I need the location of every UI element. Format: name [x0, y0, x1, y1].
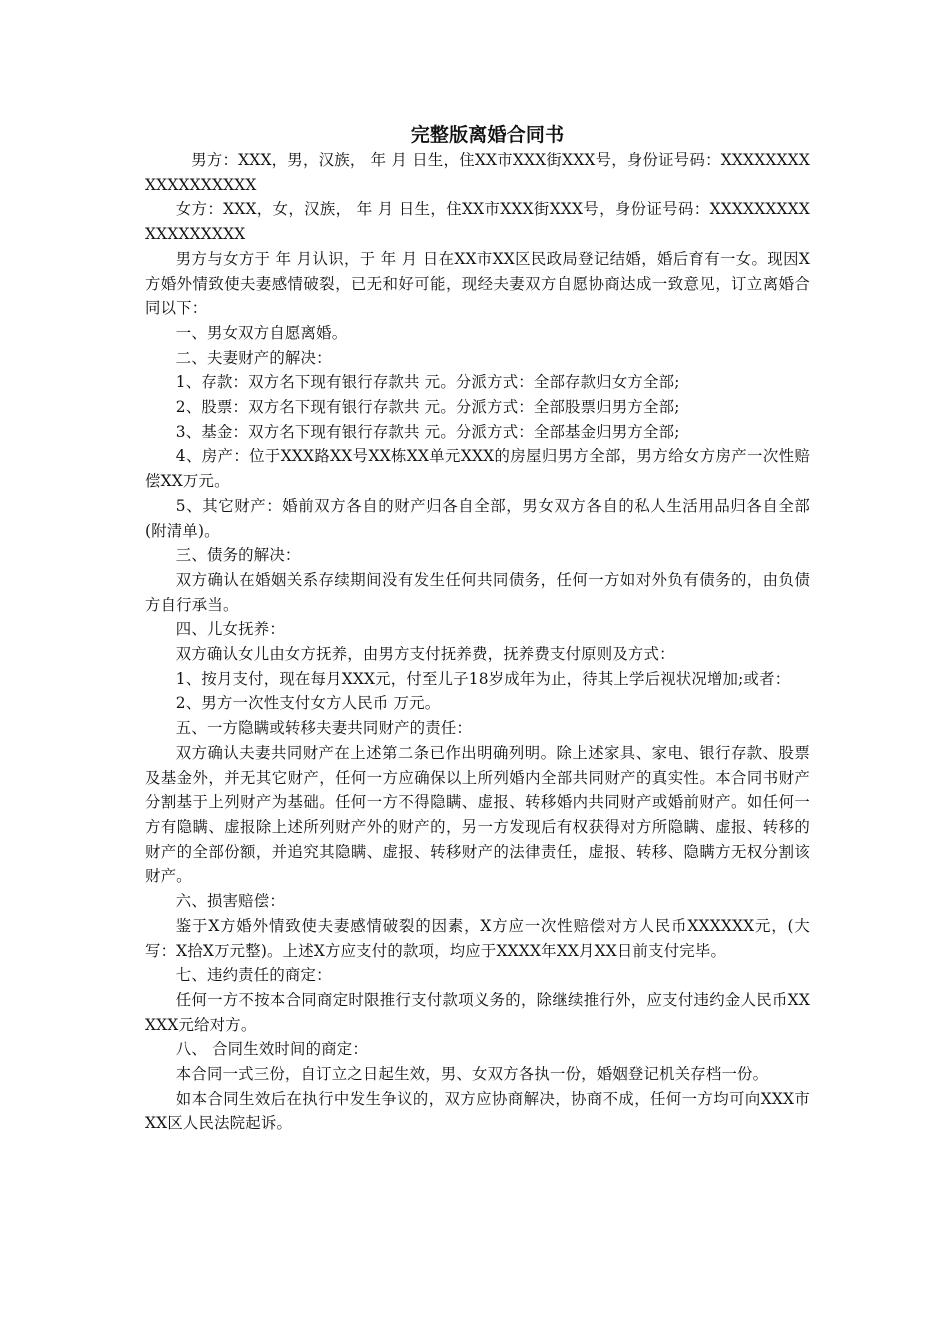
section-2-heading: 二、夫妻财产的解决： — [175, 348, 332, 367]
custody-clause: 双方确认女儿由女方抚养，由男方支付抚养费，抚养费支付原则及方式： — [175, 645, 675, 664]
section-4-heading: 四、儿女抚养： — [175, 620, 285, 639]
section-3-heading: 三、债务的解决： — [175, 546, 301, 565]
damages-clause: 鉴于X方婚外情致使夫妻感情破裂的因素，X方应一次性赔偿对方人民币XXXXXX元，(大写：X拾X万元整)。上述X方应支付的款项，均应于XXXX年XX月XX日前支付完毕。 — [145, 916, 810, 960]
preamble: 男方与女方于 年 月认识，于 年 月 日在XX市XX区民政局登记结婚，婚后育有一女。现因X方婚外情致使夫妻感情破裂，已无和好可能，现经夫妻双方自愿协商达成一致意见，订立离婚合同以下： — [145, 249, 810, 318]
section-7-heading: 七、违约责任的商定： — [175, 966, 332, 985]
effective-clause: 本合同一式三份，自订立之日起生效，男、女双方各执一份，婚姻登记机关存档一份。 — [175, 1065, 769, 1084]
debts-clause: 双方确认在婚姻关系存续期间没有发生任何共同债务，任何一方如对外负有债务的，由负债方自行承当。 — [145, 570, 810, 614]
custody-lump-sum: 2、男方一次性支付女方人民币 万元。 — [175, 694, 441, 713]
concealment-clause: 双方确认夫妻共同财产在上述第二条已作出明确列明。除上述家具、家电、银行存款、股票及基金外，并无其它财产，任何一方应确保以上所列婚内全部共同财产的真实性。本合同书财产分割基于上列财产为基础。任何一方不得隐瞒、虚报、转移婚内共同财产或婚前财产。如任何一方有隐瞒、虚报除上述所列财产外的财产的，另一方发现后有权获得对方所隐瞒、虚报、转移的财产的全部份额，并追究其隐瞒、虚报、转移财产的法律责任，虚报、转移、隐瞒方无权分割该财产。 — [145, 743, 810, 886]
document-title: 完整版离婚合同书 — [410, 124, 565, 146]
property-stocks: 2、股票：双方名下现有银行存款共 元。分派方式：全部股票归男方全部; — [175, 398, 680, 417]
section-8-heading: 八、 合同生效时间的商定： — [175, 1040, 368, 1059]
dispute-clause: 如本合同生效后在执行中发生争议的，双方应协商解决，协商不成，任何一方均可向XXX市XX区人民法院起诉。 — [145, 1089, 810, 1133]
section-5-heading: 五、一方隐瞒或转移夫妻共同财产的责任： — [175, 719, 473, 738]
custody-monthly: 1、按月支付，现在每月XXX元，付至儿子18岁成年为止，待其上学后视状况增加;或者： — [175, 669, 791, 688]
property-house: 4、房产：位于XXX路XX号XX栋XX单元XXX的房屋归男方全部，男方给女方房产一次性赔偿XX万元。 — [145, 447, 810, 491]
breach-clause: 任何一方不按本合同商定时限推行支付款项义务的，除继续推行外，应支付违约金人民币XXXXX元给对方。 — [145, 990, 810, 1034]
section-1-heading: 一、男女双方自愿离婚。 — [175, 323, 348, 342]
property-deposits: 1、存款：双方名下现有银行存款共 元。分派方式：全部存款归女方全部; — [175, 373, 680, 392]
property-funds: 3、基金：双方名下现有银行存款共 元。分派方式：全部基金归男方全部; — [175, 422, 680, 441]
section-6-heading: 六、损害赔偿： — [175, 892, 285, 911]
document-body — [145, 122, 810, 1136]
property-other: 5、其它财产：婚前双方各自的财产归各自全部，男女双方各自的私人生活用品归各自全部(附清单)。 — [145, 496, 810, 540]
party-female: 女方：XXX，女，汉族， 年 月 日生，住XX市XXX街XXX号，身份证号码：XXXXXXXXXXXXXXXXXX — [145, 200, 810, 244]
party-male: 男方：XXX，男，汉族， 年 月 日生，住XX市XXX街XXX号，身份证号码：XXXXXXXXXXXXXXXXXX — [145, 151, 810, 194]
